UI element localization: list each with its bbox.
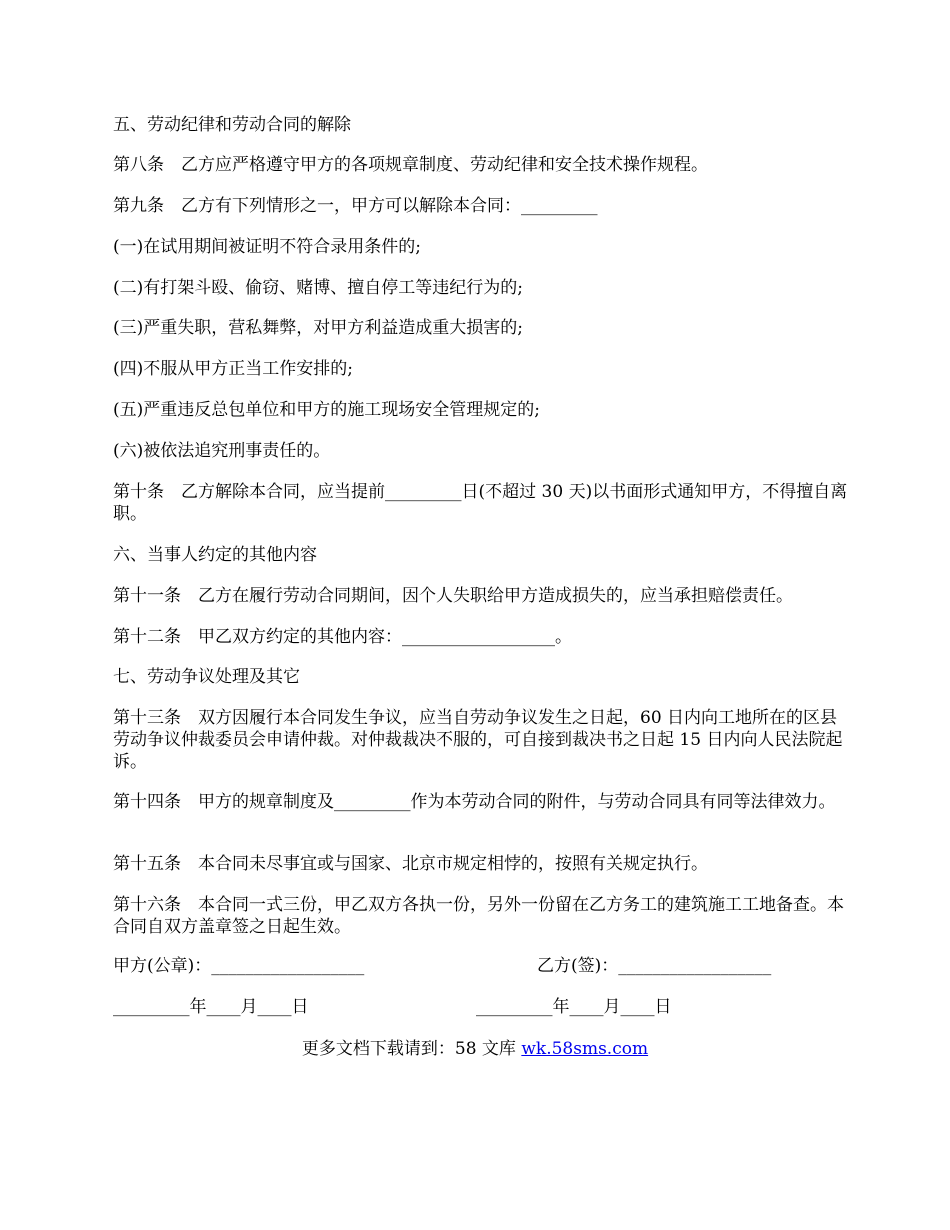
- article-11: 第十一条 乙方在履行劳动合同期间，因个人失职给甲方造成损失的，应当承担赔偿责任。: [113, 586, 793, 606]
- footer-link[interactable]: wk.58sms.com: [521, 1039, 649, 1059]
- party-b-date: _________年____月____日: [476, 997, 672, 1017]
- section-heading-6: 六、当事人约定的其他内容: [113, 545, 317, 565]
- list-item-5: (五)严重违反总包单位和甲方的施工现场安全管理规定的;: [113, 400, 540, 420]
- list-item-1: (一)在试用期间被证明不符合录用条件的;: [113, 237, 421, 257]
- article-12: 第十二条 甲乙双方约定的其他内容：__________________。: [113, 627, 572, 647]
- footer: [0, 1038, 950, 1060]
- article-16: 第十六条 本合同一式三份，甲乙双方各执一份，另外一份留在乙方务工的建筑施工工地备查。本合同自双方盖章签之日起生效。: [113, 895, 844, 937]
- list-item-2: (二)有打架斗殴、偷窃、赌博、擅自停工等违纪行为的;: [113, 278, 523, 298]
- section-heading-5: 五、劳动纪律和劳动合同的解除: [113, 115, 351, 135]
- article-13: 第十三条 双方因履行本合同发生争议，应当自劳动争议发生之日起，60 日内向工地所在的区县劳动争议仲裁委员会申请仲裁。对仲裁裁决不服的，可自接到裁决书之日起 15 日内向人民法院起诉。: [113, 708, 843, 772]
- section-heading-7: 七、劳动争议处理及其它: [113, 667, 300, 687]
- article-9: 第九条 乙方有下列情形之一，甲方可以解除本合同：_________: [113, 196, 598, 216]
- article-10: 第十条 乙方解除本合同，应当提前_________日(不超过 30 天)以书面形式通知甲方，不得擅自离职。: [113, 482, 848, 524]
- article-15: 第十五条 本合同未尽事宜或与国家、北京市规定相悖的，按照有关规定执行。: [113, 854, 708, 874]
- party-b-signature: 乙方(签)：__________________: [537, 956, 772, 976]
- article-14: 第十四条 甲方的规章制度及_________作为本劳动合同的附件，与劳动合同具有同等法律效力。: [113, 792, 836, 812]
- list-item-4: (四)不服从甲方正当工作安排的;: [113, 359, 353, 379]
- list-item-6: (六)被依法追究刑事责任的。: [113, 441, 331, 461]
- footer-prefix: 更多文档下载请到：58 文库: [301, 1039, 522, 1059]
- party-a-date: _________年____月____日: [113, 997, 309, 1017]
- list-item-3: (三)严重失职，营私舞弊，对甲方利益造成重大损害的;: [113, 318, 523, 338]
- article-8: 第八条 乙方应严格遵守甲方的各项规章制度、劳动纪律和安全技术操作规程。: [113, 155, 708, 175]
- party-a-signature: 甲方(公章)：__________________: [113, 956, 365, 976]
